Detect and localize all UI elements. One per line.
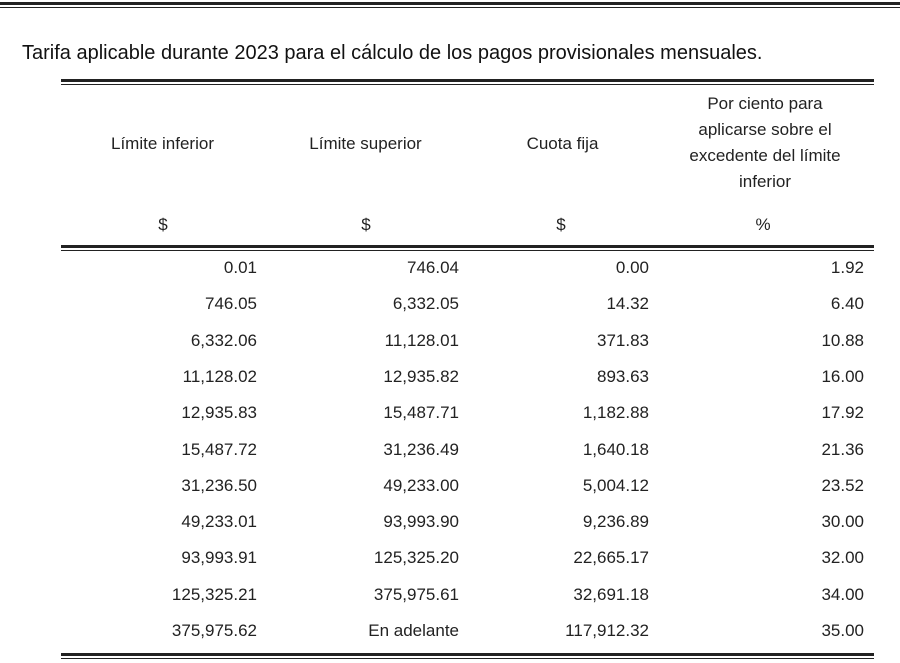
cell-por-ciento: 30.00 xyxy=(821,512,864,532)
top-border-rule-thin xyxy=(0,7,900,8)
header-por-ciento-line-4: inferior xyxy=(739,172,791,191)
cell-limite-inferior: 0.01 xyxy=(223,258,257,277)
cell-limite-superior: 746.04 xyxy=(407,258,459,277)
cell-cuota-fija: 1,182.88 xyxy=(582,403,649,423)
cell-por-ciento: 16.00 xyxy=(821,366,864,386)
top-border-rule xyxy=(0,2,900,5)
cell-cuota-fija: 117,912.32 xyxy=(565,621,649,640)
cell-limite-inferior: 375,975.62 xyxy=(171,621,257,640)
cell-limite-inferior: 6,332.06 xyxy=(190,330,257,350)
cell-por-ciento: 23.52 xyxy=(821,475,864,495)
cell-por-ciento: 35.00 xyxy=(821,621,864,640)
table-row xyxy=(61,468,874,504)
cell-limite-superior: 11,128.01 xyxy=(384,330,459,350)
cell-limite-superior: 15,487.71 xyxy=(383,403,459,423)
cell-limite-inferior: 125,325.21 xyxy=(171,584,257,604)
unit-limite-superior: $ xyxy=(361,215,371,234)
unit-por-ciento: % xyxy=(755,215,771,234)
cell-limite-inferior: 746.05 xyxy=(205,294,257,314)
header-limite-inferior: Límite inferior xyxy=(111,134,214,153)
table-bottom-rule xyxy=(61,653,874,659)
table-row xyxy=(61,359,874,395)
cell-por-ciento: 6.40 xyxy=(830,294,864,314)
cell-limite-superior: 93,993.90 xyxy=(383,512,459,532)
table-row xyxy=(61,432,874,468)
cell-limite-superior: 31,236.49 xyxy=(383,439,459,459)
cell-por-ciento: 17.92 xyxy=(821,403,864,423)
header-por-ciento-line-2: aplicarse sobre el xyxy=(698,120,832,139)
cell-cuota-fija: 14.32 xyxy=(606,294,649,314)
cell-por-ciento: 34.00 xyxy=(821,584,864,604)
table-row xyxy=(61,395,874,431)
cell-por-ciento: 1.92 xyxy=(830,258,864,277)
table-row xyxy=(61,323,874,359)
cell-por-ciento: 21.36 xyxy=(821,439,864,459)
header-por-ciento-line-1: Por ciento para xyxy=(707,94,823,113)
cell-limite-superior: 125,325.20 xyxy=(373,548,459,568)
cell-cuota-fija: 32,691.18 xyxy=(573,584,649,604)
cell-cuota-fija: 371.83 xyxy=(597,330,649,350)
cell-cuota-fija: 0.00 xyxy=(615,258,649,277)
cell-limite-superior: 49,233.00 xyxy=(383,475,459,495)
cell-limite-inferior: 93,993.91 xyxy=(181,548,257,568)
cell-limite-inferior: 49,233.01 xyxy=(181,512,257,532)
table-row xyxy=(61,250,874,286)
cell-limite-inferior: 31,236.50 xyxy=(181,475,257,495)
table-row xyxy=(61,613,874,649)
table-row xyxy=(61,286,874,322)
cell-limite-inferior: 11,128.02 xyxy=(182,366,257,386)
cell-cuota-fija: 9,236.89 xyxy=(582,512,649,532)
header-cuota-fija: Cuota fija xyxy=(526,134,599,153)
table-row xyxy=(61,504,874,540)
cell-por-ciento: 32.00 xyxy=(821,548,864,568)
table-caption: Tarifa aplicable durante 2023 para el cálculo de los pagos provisionales mensuales. xyxy=(22,42,763,64)
unit-cuota-fija: $ xyxy=(556,215,566,234)
cell-cuota-fija: 1,640.18 xyxy=(582,439,649,459)
cell-limite-superior: 6,332.05 xyxy=(392,294,459,314)
cell-limite-superior: 375,975.61 xyxy=(373,584,459,604)
header-top-rule xyxy=(61,79,874,85)
table-row xyxy=(61,577,874,613)
table-row xyxy=(61,540,874,576)
header-por-ciento xyxy=(665,91,865,195)
cell-limite-superior: 12,935.82 xyxy=(383,366,459,386)
header-por-ciento-line-3: excedente del límite xyxy=(689,146,841,165)
unit-limite-inferior: $ xyxy=(158,215,168,234)
cell-por-ciento: 10.88 xyxy=(821,330,864,350)
cell-cuota-fija: 22,665.17 xyxy=(573,548,649,568)
cell-limite-superior: En adelante xyxy=(368,621,459,640)
header-limite-superior: Límite superior xyxy=(309,134,422,153)
cell-cuota-fija: 893.63 xyxy=(597,366,649,386)
cell-limite-inferior: 12,935.83 xyxy=(181,403,257,423)
cell-limite-inferior: 15,487.72 xyxy=(181,439,257,459)
cell-cuota-fija: 5,004.12 xyxy=(582,475,649,495)
